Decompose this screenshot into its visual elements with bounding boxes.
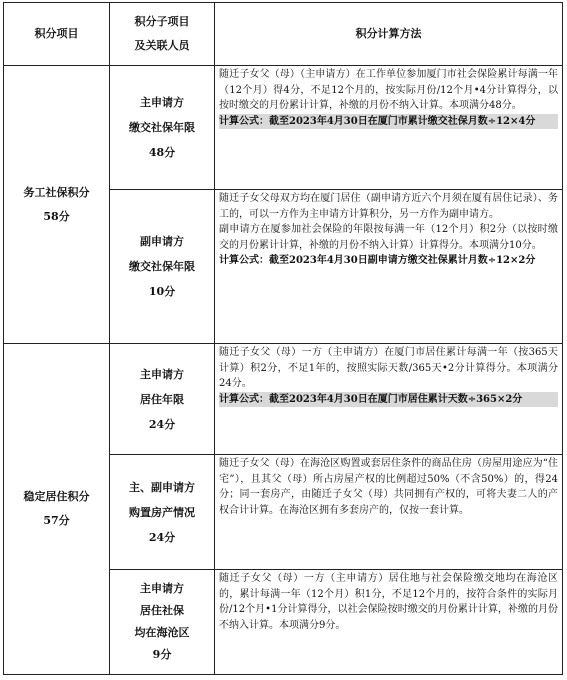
subitem-cell: 主申请方 居住社保 均在海沧区 9分 xyxy=(110,570,215,675)
points-table xyxy=(3,2,563,675)
method-cell xyxy=(215,66,563,190)
method-cell xyxy=(215,455,563,570)
subitem-cell: 副申请方 缴交社保年限 10分 xyxy=(110,190,215,344)
header-subitem: 积分子项目 及关联人员 xyxy=(110,3,215,66)
method-paragraph: 随迁子女父（母）在海沧区购置或套居住条件的商品住房（房屋用途应为“住宅”），且其父（母）所占房屋产权的比例超过50%（不含50%）的，得24分；同一套房产，由随迁子女父（母）共同拥有产权的，可将夫妻二人的产权合计计算。在海沧区拥有多套房产的，仅按一套计算。 xyxy=(219,458,558,516)
category-cell-work-social-insurance: 务工社保积分 58分 xyxy=(4,66,110,344)
table-row xyxy=(4,344,563,455)
method-cell xyxy=(215,570,563,675)
subitem-cell: 主、副申请方 购置房产情况 24分 xyxy=(110,455,215,570)
formula-text: 计算公式：截至2023年4月30日在厦门市累计缴交社保月数÷12×4分 xyxy=(219,114,558,130)
header-row xyxy=(4,3,563,66)
subitem-cell: 主申请方 居住年限 24分 xyxy=(110,344,215,455)
method-paragraph: 随迁子女父（母）一方（主申请方）在厦门市居住累计每满一年（按365天计算）积2分，不足1年的，按照实际天数/365天•2分计算得分。本项满分24分。 xyxy=(219,347,558,389)
method-paragraph: 副申请方在厦参加社会保险的年限按每满一年（12个月）积2分（以按时缴交的月份累计计算，补缴的月份不纳入计算）计算得分。本项满分10分。 xyxy=(219,224,558,251)
header-method: 积分计算方法 xyxy=(215,3,563,66)
header-category: 积分项目 xyxy=(4,3,110,66)
subitem-cell: 主申请方 缴交社保年限 48分 xyxy=(110,66,215,190)
table-row xyxy=(4,66,563,190)
method-paragraph: 随迁子女父母双方均在厦门居住（副申请方近六个月须在厦有居住记录）、务工的，可以一方作为主申请方计算积分，另一方作为副申请方。 xyxy=(219,193,558,220)
method-paragraph: 随迁子女父（母）一方（主申请方）居住地与社会保险缴交地均在海沧区的，累计每满一年（12个月）积1分，不足12个月的，按符合条件的实际月份/12个月•1分计算得分，以社会保险按时缴交的月份累计计算，补缴的月份不纳入计算。本项满分9分。 xyxy=(219,573,558,631)
method-paragraph: 随迁子女父（母）（主申请方）在工作单位参加厦门市社会保险累计每满一年（12个月）得4分，不足12个月的，按实际月份/12个月•4分计算得分，以按时缴交的月份累计计算，补缴的月份不纳入计算。本项满分48分。 xyxy=(219,69,558,111)
method-cell xyxy=(215,190,563,344)
formula-text: 计算公式：截至2023年4月30日在厦门市居住累计天数÷365×2分 xyxy=(219,392,558,408)
method-cell xyxy=(215,344,563,455)
category-cell-stable-residence: 稳定居住积分 57分 xyxy=(4,344,110,675)
formula-text: 计算公式：截至2023年4月30日副申请方缴交社保累计月数÷12×2分 xyxy=(219,255,536,266)
